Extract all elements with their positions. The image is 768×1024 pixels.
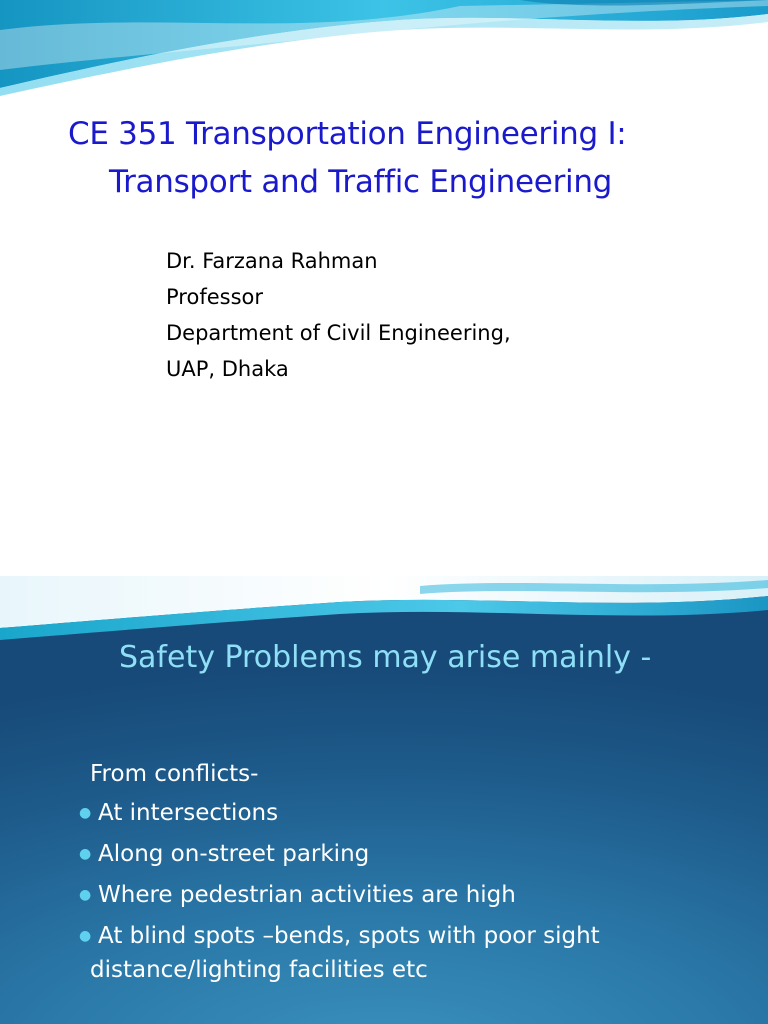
header-wave-decoration (0, 0, 768, 100)
list-item-text: At blind spots –bends, spots with poor sight (98, 923, 600, 949)
header-wave-decoration (0, 576, 768, 640)
slide-title: Safety Problems may arise mainly - (119, 640, 652, 675)
author-department: Department of Civil Engineering, (166, 321, 511, 345)
list-item (74, 878, 754, 912)
slide-title-line-1: CE 351 Transportation Engineering I: (68, 116, 627, 152)
bullet-list (74, 796, 754, 987)
slide-title-line-2: Transport and Traffic Engineering (109, 164, 613, 200)
bullet-dot-icon: ● (79, 928, 92, 944)
author-name: Dr. Farzana Rahman (166, 249, 378, 273)
list-item-text-continuation: distance/lighting facilities etc (90, 957, 428, 983)
bullet-dot-icon: ● (79, 805, 92, 821)
slide-body (74, 756, 754, 994)
intro-text: From conflicts- (90, 761, 259, 787)
bullet-dot-icon: ● (79, 887, 92, 903)
list-item (74, 919, 754, 987)
author-position: Professor (166, 285, 263, 309)
list-item (74, 796, 754, 830)
author-institution: UAP, Dhaka (166, 357, 289, 381)
slide-title (68, 110, 748, 206)
author-block (166, 243, 511, 387)
list-item-text: Along on-street parking (98, 841, 370, 867)
list-item-text: Where pedestrian activities are high (98, 882, 516, 908)
list-item (74, 837, 754, 871)
bullet-dot-icon: ● (79, 846, 92, 862)
list-item-text: At intersections (98, 800, 279, 826)
